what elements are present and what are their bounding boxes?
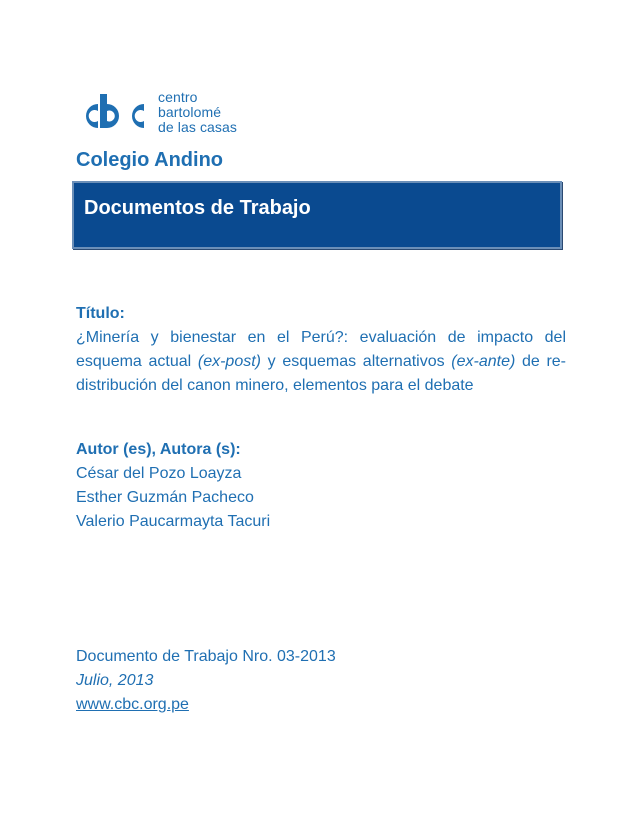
cbc-logo-mark-icon xyxy=(76,90,156,138)
title-part-3: y esquemas alternativos xyxy=(260,353,452,370)
series-banner xyxy=(72,181,562,249)
title-section xyxy=(76,302,566,398)
author-name: César del Pozo Loayza xyxy=(76,465,242,482)
footer-section xyxy=(76,645,566,717)
website-link[interactable]: www.cbc.org.pe xyxy=(76,696,189,713)
title-part-ex-post: (ex-post) xyxy=(197,353,261,370)
logo-line-3: de las casas xyxy=(158,119,238,135)
title-part-1: ¿Minería y bienestar en el Perú?: evaluación de impacto del esquema actual xyxy=(76,329,566,370)
authors-section xyxy=(76,438,566,534)
document-title xyxy=(76,326,566,398)
authors-label: Autor (es), Autora (s): xyxy=(76,441,241,458)
title-part-5: de re-distribución del canon minero, elementos para el debate xyxy=(76,353,567,394)
publication-date: Julio, 2013 xyxy=(76,672,154,689)
logo-line-2: bartolomé xyxy=(158,104,222,120)
document-number: Documento de Trabajo Nro. 03-2013 xyxy=(76,648,336,665)
author-name: Valerio Paucarmayta Tacuri xyxy=(76,513,271,530)
logo-wordmark xyxy=(158,90,237,135)
author-name: Esther Guzmán Pacheco xyxy=(76,489,254,506)
title-label: Título: xyxy=(76,305,125,322)
logo-line-1: centro xyxy=(158,89,198,105)
title-part-ex-ante: (ex-ante) xyxy=(451,353,516,370)
banner-title: Documentos de Trabajo xyxy=(84,197,311,219)
brand-title: Colegio Andino xyxy=(76,149,224,171)
cbc-logo xyxy=(76,90,256,138)
